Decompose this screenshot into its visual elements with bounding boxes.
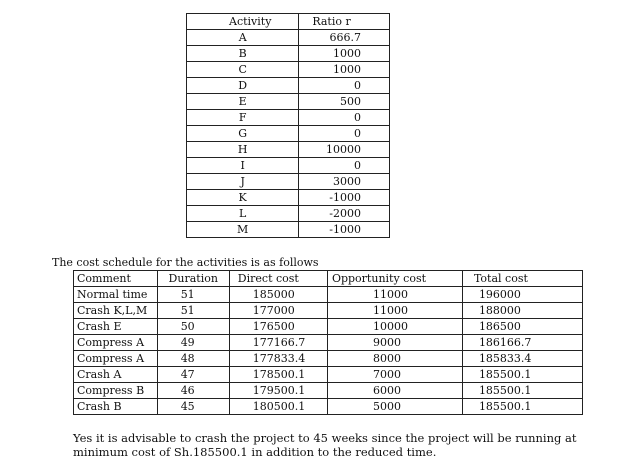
activity-cell: K <box>187 190 299 206</box>
schedule-caption: The cost schedule for the activities is as follows <box>52 256 319 269</box>
ratio-cell: 1000 <box>299 62 390 78</box>
table-row <box>187 62 390 78</box>
opportunity-cost-header: Opportunity cost <box>327 271 462 287</box>
comment-cell: Crash A <box>74 367 158 383</box>
direct-cost-cell: 179500.1 <box>229 383 327 399</box>
activity-cell: C <box>187 62 299 78</box>
comment-cell: Crash E <box>74 319 158 335</box>
duration-cell: 51 <box>157 287 229 303</box>
comment-cell: Compress A <box>74 335 158 351</box>
table-row <box>187 190 390 206</box>
ratio-cell: 0 <box>299 78 390 94</box>
activity-cell: D <box>187 78 299 94</box>
activity-cell: F <box>187 110 299 126</box>
opportunity-cost-cell: 7000 <box>327 367 462 383</box>
conclusion-text: Yes it is advisable to crash the project to 45 weeks since the project will be running at minimum cost of Sh.185500.1 in addition to the reduced time. <box>73 431 577 459</box>
activity-header: Activity <box>187 14 299 30</box>
total-cost-cell: 185500.1 <box>462 399 582 415</box>
ratio-cell: 3000 <box>299 174 390 190</box>
direct-cost-header: Direct cost <box>229 271 327 287</box>
table-row <box>187 158 390 174</box>
table-row <box>74 303 583 319</box>
table-row <box>74 367 583 383</box>
ratio-cell: 1000 <box>299 46 390 62</box>
activity-cell: E <box>187 94 299 110</box>
comment-cell: Compress A <box>74 351 158 367</box>
opportunity-cost-cell: 11000 <box>327 287 462 303</box>
table-row <box>187 126 390 142</box>
ratio-cell: -1000 <box>299 222 390 238</box>
activity-cell: B <box>187 46 299 62</box>
table-row <box>187 78 390 94</box>
direct-cost-cell: 177166.7 <box>229 335 327 351</box>
comment-cell: Crash B <box>74 399 158 415</box>
duration-cell: 45 <box>157 399 229 415</box>
table-row <box>187 94 390 110</box>
activity-cell: G <box>187 126 299 142</box>
ratio-cell: -2000 <box>299 206 390 222</box>
opportunity-cost-cell: 8000 <box>327 351 462 367</box>
table-row <box>187 222 390 238</box>
ratio-cell: 10000 <box>299 142 390 158</box>
table-row <box>74 383 583 399</box>
table-row <box>74 335 583 351</box>
comment-header: Comment <box>74 271 158 287</box>
opportunity-cost-cell: 10000 <box>327 319 462 335</box>
table-row <box>74 319 583 335</box>
ratio-cell: 0 <box>299 158 390 174</box>
total-cost-cell: 186500 <box>462 319 582 335</box>
duration-header: Duration <box>157 271 229 287</box>
table-row <box>187 142 390 158</box>
table-row <box>187 46 390 62</box>
direct-cost-cell: 176500 <box>229 319 327 335</box>
ratio-cell: 0 <box>299 110 390 126</box>
table-header-row <box>187 14 390 30</box>
table-row <box>187 110 390 126</box>
direct-cost-cell: 185000 <box>229 287 327 303</box>
total-cost-cell: 188000 <box>462 303 582 319</box>
activity-cell: I <box>187 158 299 174</box>
duration-cell: 47 <box>157 367 229 383</box>
duration-cell: 49 <box>157 335 229 351</box>
activity-cell: H <box>187 142 299 158</box>
total-cost-cell: 196000 <box>462 287 582 303</box>
table-row <box>187 174 390 190</box>
opportunity-cost-cell: 6000 <box>327 383 462 399</box>
cost-schedule-table <box>73 270 583 415</box>
table-row <box>74 351 583 367</box>
duration-cell: 51 <box>157 303 229 319</box>
total-cost-header: Total cost <box>462 271 582 287</box>
ratio-header: Ratio r <box>299 14 390 30</box>
direct-cost-cell: 180500.1 <box>229 399 327 415</box>
comment-cell: Compress B <box>74 383 158 399</box>
total-cost-cell: 185500.1 <box>462 367 582 383</box>
ratio-cell: 500 <box>299 94 390 110</box>
total-cost-cell: 186166.7 <box>462 335 582 351</box>
total-cost-cell: 185500.1 <box>462 383 582 399</box>
ratio-cell: 0 <box>299 126 390 142</box>
opportunity-cost-cell: 5000 <box>327 399 462 415</box>
total-cost-cell: 185833.4 <box>462 351 582 367</box>
activity-cell: A <box>187 30 299 46</box>
activity-ratio-table <box>186 13 390 238</box>
comment-cell: Normal time <box>74 287 158 303</box>
activity-cell: L <box>187 206 299 222</box>
ratio-cell: -1000 <box>299 190 390 206</box>
table-row <box>74 399 583 415</box>
table-row <box>187 206 390 222</box>
ratio-cell: 666.7 <box>299 30 390 46</box>
duration-cell: 46 <box>157 383 229 399</box>
direct-cost-cell: 177000 <box>229 303 327 319</box>
table-row <box>74 287 583 303</box>
direct-cost-cell: 177833.4 <box>229 351 327 367</box>
activity-cell: J <box>187 174 299 190</box>
activity-cell: M <box>187 222 299 238</box>
duration-cell: 50 <box>157 319 229 335</box>
table-row <box>187 30 390 46</box>
duration-cell: 48 <box>157 351 229 367</box>
table-header-row <box>74 271 583 287</box>
comment-cell: Crash K,L,M <box>74 303 158 319</box>
opportunity-cost-cell: 11000 <box>327 303 462 319</box>
direct-cost-cell: 178500.1 <box>229 367 327 383</box>
opportunity-cost-cell: 9000 <box>327 335 462 351</box>
